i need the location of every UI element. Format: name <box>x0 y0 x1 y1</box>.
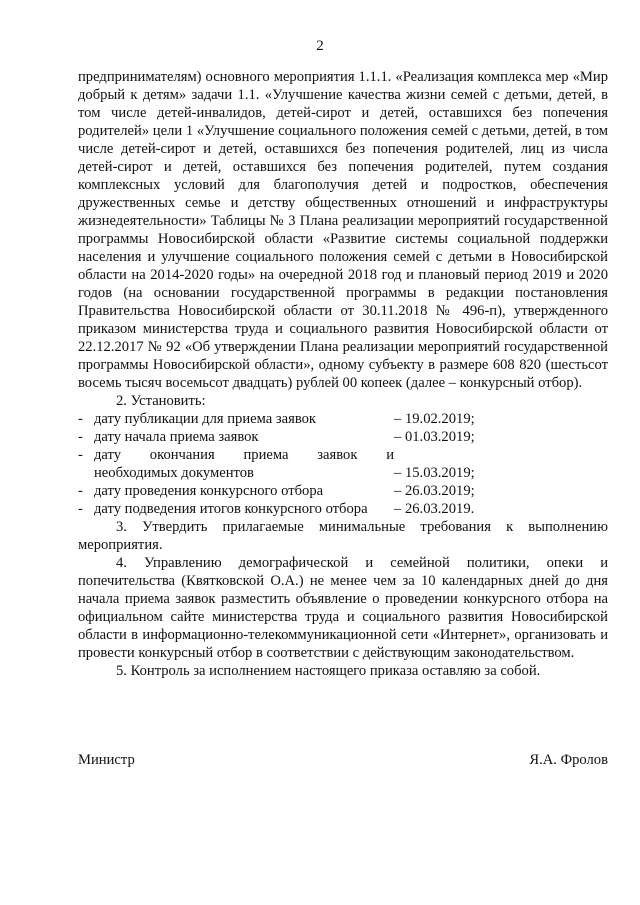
document-body <box>78 68 608 680</box>
date-row <box>78 446 608 464</box>
intro-paragraph: предпринимателям) основного мероприятия 1.1.1. «Реализация комплекса мер «Мир добрый к детям» задачи 1.1. «Улучшение качества жизни семей с детьми, детей, в том числе детей-инвалидов, детей-сирот и детей, оставшихся без попечения родителей» цели 1 «Улучшение социального положения семей с детьми, детей, в том числе детей-сирот и детей, оставшихся без попечения родителей, лиц из числа детей-сирот и детей, оставшихся без попечения родителей, путем создания комплексных условий для благополучия детей и подростков, обеспечения дружественных семье и детству общественных отношений и инфраструктуры жизнедеятельности» Таблицы № 3 Плана реализации мероприятий государственной программы Новосибирской области «Развитие системы социальной поддержки населения и улучшение социального положения семей с детьми в Новосибирской области на 2014-2020 годы» на очередной 2018 год и плановый период 2019 и 2020 годов (на основании государственной программы в редакции постановления Правительства Новосибирской области от 30.11.2018 № 496-п), утвержденного приказом министерства труда и социального развития Новосибирской области от 22.12.2017 № 92 «Об утверждении Плана реализации мероприятий государственной программы Новосибирской области», одному субъекту в размере 608 820 (шестьсот восемь тысяч восемьсот двадцать) рублей 00 копеек (далее – конкурсный отбор). <box>78 69 608 391</box>
list-dash: - <box>78 483 83 499</box>
list-dash: - <box>78 501 83 517</box>
date-row <box>78 410 608 428</box>
item-3-paragraph: 3. Утвердить прилагаемые минимальные требования к выполнению мероприятия. <box>78 519 608 553</box>
date-label-continuation: необходимых документов <box>94 465 254 481</box>
list-dash: - <box>78 429 83 445</box>
date-value: – 19.02.2019; <box>394 411 475 427</box>
date-row <box>78 500 608 518</box>
date-row <box>78 482 608 500</box>
signatory-name: Я.А. Фролов <box>529 752 608 768</box>
signature-block <box>78 752 608 769</box>
date-value: – 15.03.2019; <box>394 465 475 481</box>
item-5-paragraph: 5. Контроль за исполнением настоящего приказа оставляю за собой. <box>116 663 541 679</box>
signatory-position: Министр <box>78 752 135 768</box>
date-label: дату публикации для приема заявок <box>94 411 317 427</box>
date-value: – 26.03.2019. <box>394 501 475 517</box>
page-number: 2 <box>316 38 324 54</box>
list-dash: - <box>78 411 83 427</box>
date-row <box>78 428 608 446</box>
list-dash: - <box>78 447 83 463</box>
dates-list <box>78 410 608 518</box>
date-value: – 01.03.2019; <box>394 429 475 445</box>
date-value: – 26.03.2019; <box>394 483 475 499</box>
date-row-continuation <box>78 464 608 482</box>
date-label: дату начала приема заявок <box>94 429 259 445</box>
date-label: дату окончания приема заявок и <box>94 447 394 463</box>
item-4-paragraph: 4. Управлению демографической и семейной политики, опеки и попечительства (Квятковской О.А.) не менее чем за 10 календарных дней до дня начала приема заявок разместить объявление о проведении конкурсного отбора на официальном сайте министерства труда и социального развития Новосибирской области в информационно-телекоммуникационной сети «Интернет», организовать и провести конкурсный отбор в соответствии с действующим законодательством. <box>78 555 608 661</box>
date-label: дату проведения конкурсного отбора <box>94 483 324 499</box>
date-label: дату подведения итогов конкурсного отбора <box>94 501 368 517</box>
item-2-heading: 2. Установить: <box>116 393 206 409</box>
